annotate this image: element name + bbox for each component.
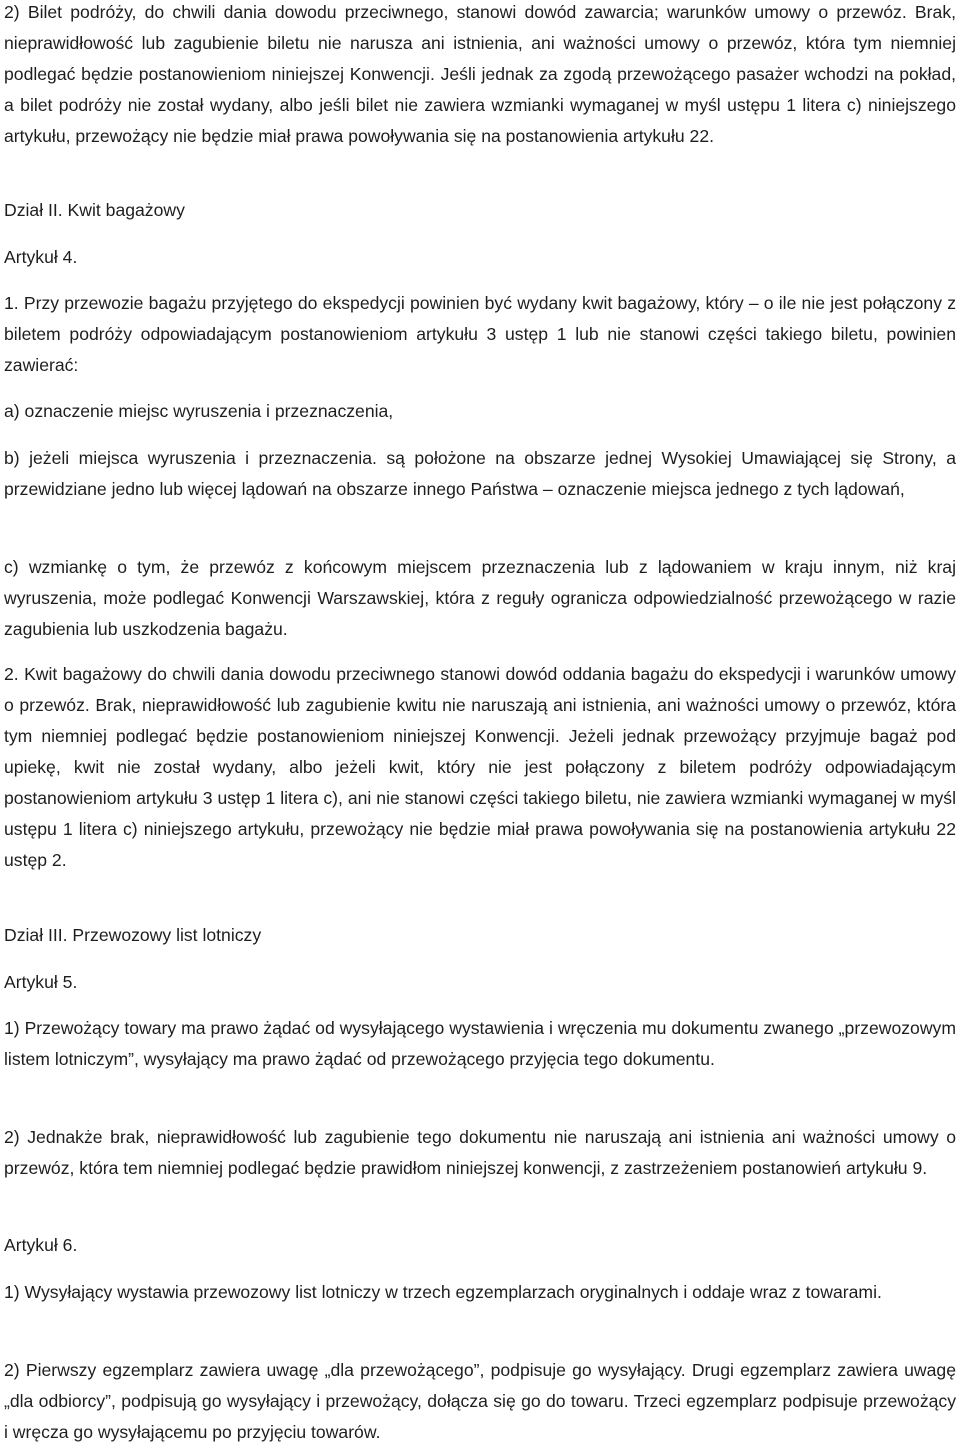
section-heading-baggage-check: Dział II. Kwit bagażowy <box>4 200 185 220</box>
paragraph-article-5-point-1: 1) Przewożący towary ma prawo żądać od wysyłającego wystawienia i wręczenia mu dokumentu zwanego „przewozowym listem lotniczym”, wysyłający ma prawo żądać od przewożącego przyjęcia tego dokumentu. <box>4 1018 956 1069</box>
paragraph-item-c: c) wzmiankę o tym, że przewóz z końcowym miejscem przeznaczenia lub z lądowaniem w kraju innym, niż kraj wyruszenia, może podlegać Konwencji Warszawskiej, która z reguły ogranicza odpowiedzialność przewożącego w razie zagubienia lub uszkodzenia bagażu. <box>4 557 956 639</box>
article-heading-4: Artykuł 4. <box>4 247 78 267</box>
paragraph-item-a: a) oznaczenie miejsc wyruszenia i przeznaczenia, <box>4 401 394 421</box>
paragraph-ticket-evidence: 2) Bilet podróży, do chwili dania dowodu przeciwnego, stanowi dowód zawarcia; warunków umowy o przewóz. Brak, nieprawidłowość lub zagubienie biletu nie narusza ani istnienia, ani ważności umowy o przewóz, która tym niemniej podlegać będzie postanowieniom niniejszej Konwencji. Jeśli jednak za zgodą przewożącego pasażer wchodzi na pokład, a bilet podróży nie został wydany, albo jeśli bilet nie zawiera wzmianki wymaganej w myśl ustępu 1 litera c) niniejszego artykułu, przewożący nie będzie miał prawa powoływania się na postanowienia artykułu 22. <box>4 2 956 146</box>
article-heading-6: Artykuł 6. <box>4 1235 78 1255</box>
article-heading-5: Artykuł 5. <box>4 972 78 992</box>
section-heading-air-waybill: Dział III. Przewozowy list lotniczy <box>4 925 262 945</box>
paragraph-item-b: b) jeżeli miejsca wyruszenia i przeznaczenia. są położone na obszarze jednej Wysokiej Umawiającej się Strony, a przewidziane jedno lub więcej lądowań na obszarze innego Państwa – oznaczenie miejsca jednego z tych lądowań, <box>4 448 956 499</box>
paragraph-article-4-point-2: 2. Kwit bagażowy do chwili dania dowodu przeciwnego stanowi dowód oddania bagażu do ekspedycji i warunków umowy o przewóz. Brak, nieprawidłowość lub zagubienie kwitu nie naruszają ani istnienia, ani ważności umowy o przewóz, która tym niemniej podlegać będzie postanowieniom niniejszej Konwencji. Jeżeli jednak przewożący przyjmuje bagaż pod upiekę, kwit nie został wydany, albo jeżeli kwit, który nie jest połączony z biletem podróży odpowiadającym postanowieniom artykułu 3 ustęp 1 litera c), ani nie stanowi części takiego biletu, nie zawiera wzmianki wymaganej w myśl ustępu 1 litera c) niniejszego artykułu, przewożący nie będzie miał prawa powoływania się na postanowienia artykułu 22 ustęp 2. <box>4 664 956 870</box>
paragraph-article-6-point-2: 2) Pierwszy egzemplarz zawiera uwagę „dla przewożącego”, podpisuje go wysyłający. Drugi egzemplarz zawiera uwagę „dla odbiorcy”, podpisują go wysyłający i przewożący, dołącza się go do towaru. Trzeci egzemplarz podpisuje przewożący i wręcza go wysyłającemu po przyjęciu towarów. <box>4 1360 956 1442</box>
paragraph-article-4-point-1: 1. Przy przewozie bagażu przyjętego do ekspedycji powinien być wydany kwit bagażowy, który – o ile nie jest połączony z biletem podróży odpowiadającym postanowieniom artykułu 3 ustęp 1 lub nie stanowi części takiego biletu, powinien zawierać: <box>4 293 956 375</box>
paragraph-article-5-point-2: 2) Jednakże brak, nieprawidłowość lub zagubienie tego dokumentu nie naruszają ani istnienia ani ważności umowy o przewóz, która tem niemniej podlegać będzie prawidłom niniejszej konwencji, z zastrzeżeniem postanowień artykułu 9. <box>4 1127 956 1178</box>
paragraph-article-6-point-1: 1) Wysyłający wystawia przewozowy list lotniczy w trzech egzemplarzach oryginalnych i oddaje wraz z towarami. <box>4 1282 882 1302</box>
